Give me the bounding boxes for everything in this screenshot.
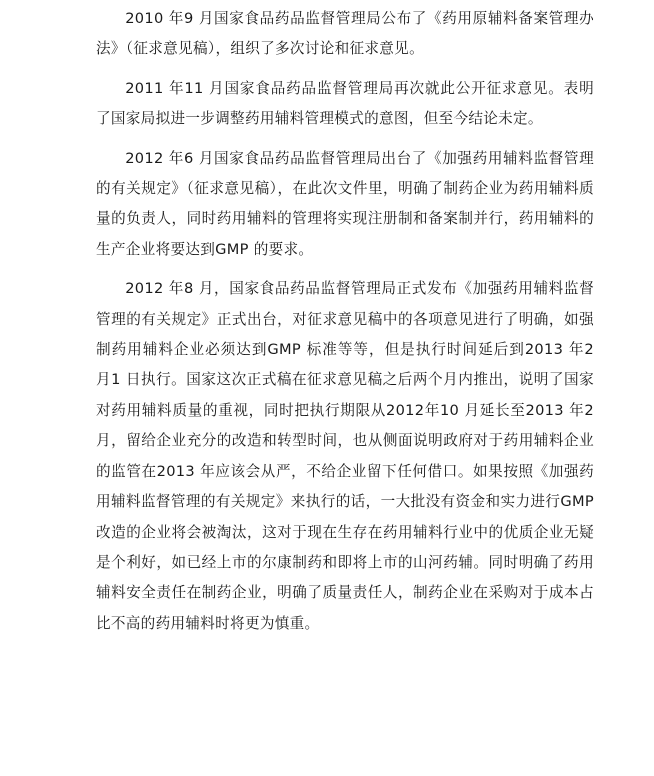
paragraph-2010: 2010 年9 月国家食品药品监督管理局公布了《药用原辅料备案管理办法》（征求意见稿），组织了多次讨论和征求意见。 <box>96 10 594 58</box>
paragraph-2012-august: 2012 年8 月，国家食品药品监督管理局正式发布《加强药用辅料监督管理的有关规定》正式出台，对征求意见稿中的各项意见进行了明确，如强制药用辅料企业必须达到GMP 标准等等，但是执行时间延后到2013 年2 月1 日执行。国家这次正式稿在征求意见稿之后两个月内推出，说明了国家对药用辅料质量的重视，同时把执行期限从2012年10 月延长至2013 年2 月，留给企业充分的改造和转型时间，也从侧面说明政府对于药用辅料企业的监管在2013 年应该会从严，不给企业留下任何借口。如果按照《加强药用辅料监督管理的有关规定》来执行的话，一大批没有资金和实力进行GMP 改造的企业将会被淘汰，这对于现在生存在药用辅料行业中的优质企业无疑是个利好，如已经上市的尔康制药和即将上市的山河药辅。同时明确了药用辅料安全责任在制药企业，明确了质量责任人，制药企业在采购对于成本占比不高的药用辅料时将更为慎重。 <box>96 280 594 632</box>
paragraph-2012-june: 2012 年6 月国家食品药品监督管理局出台了《加强药用辅料监督管理的有关规定》（征求意见稿），在此次文件里，明确了制药企业为药用辅料质量的负责人，同时药用辅料的管理将实现注册制和备案制并行，药用辅料的生产企业将要达到GMP 的要求。 <box>96 149 594 258</box>
paragraph-2011: 2011 年11 月国家食品药品监督管理局再次就此公开征求意见。表明了国家局拟进一步调整药用辅料管理模式的意图，但至今结论未定。 <box>96 79 594 128</box>
